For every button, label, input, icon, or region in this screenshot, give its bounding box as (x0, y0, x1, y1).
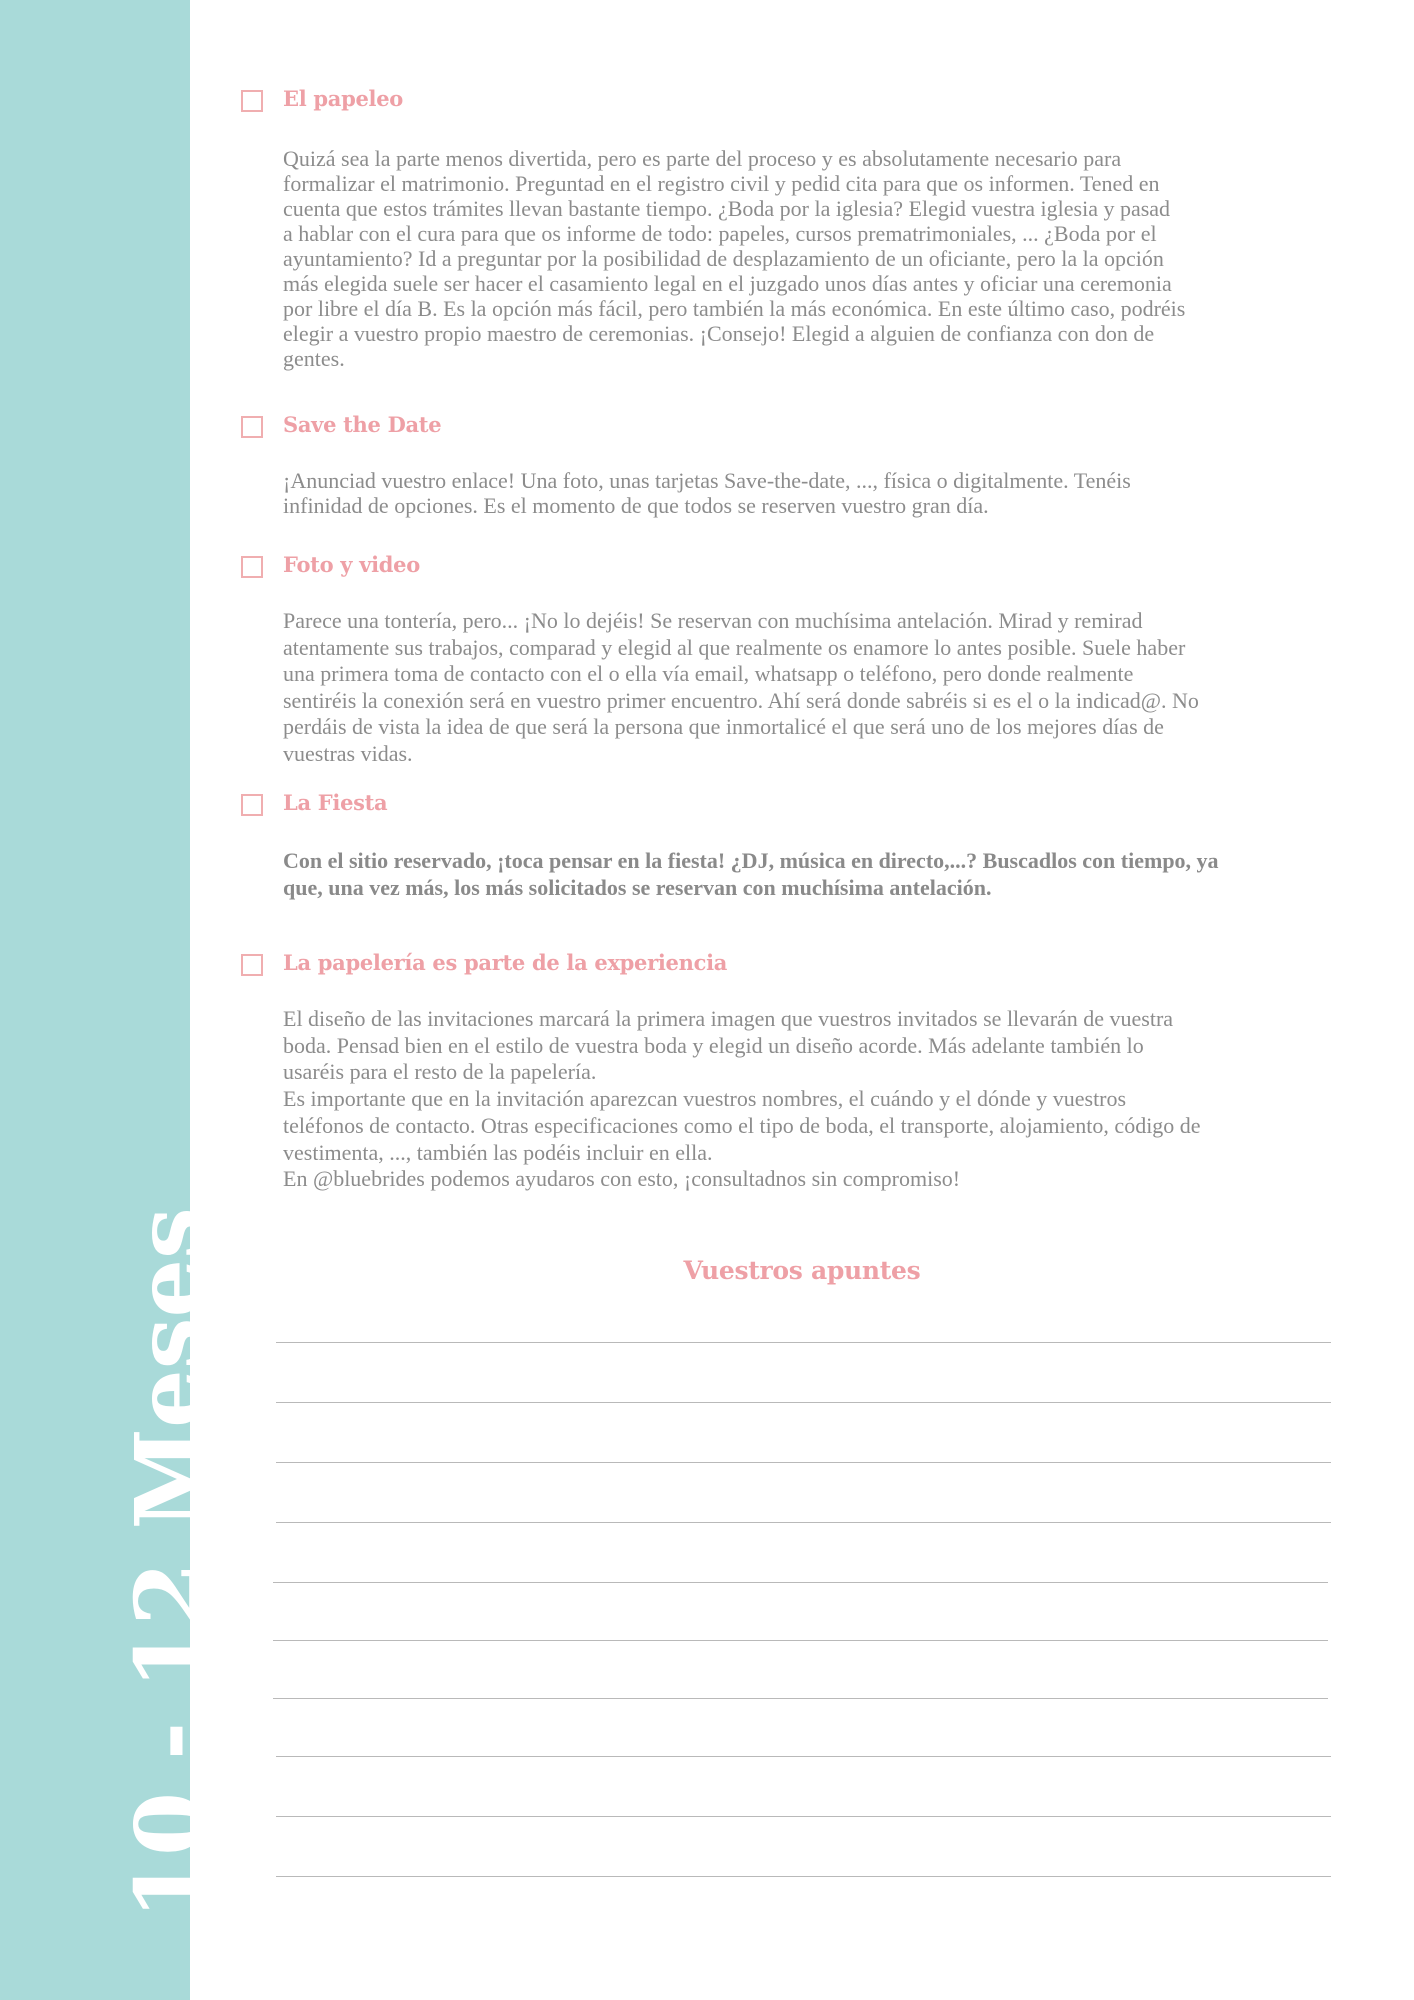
section-heading: Foto y video (283, 552, 420, 577)
note-line[interactable] (276, 1816, 1331, 1817)
section-body: El diseño de las invitaciones marcará la primera imagen que vuestros invitados se llevarán de vuestra boda. Pensad bien en el estilo de vuestra boda y elegid un diseño acorde. Más adelante también lo usaréis para el resto de la papelería. Es importante que en la invitación aparezcan vuestros nombres, el cuándo y el dónde y vuestros teléfonos de contacto. Otras especificaciones como el tipo de boda, el transporte, alojamiento, código de vestimenta, ..., también las podéis incluir en ella. En @bluebrides podemos ayudaros con esto, ¡consultadnos sin compromiso! (283, 1006, 1201, 1192)
sidebar-band (0, 0, 223, 2000)
notes-title: Vuestros apuntes (683, 1256, 921, 1285)
section-body: Parece una tontería, pero... ¡No lo dejéis! Se reservan con muchísima antelación. Mirad y remirad atentamente sus trabajos, comparad y elegid al que realmente os enamore lo antes posible. Suele haber una primera toma de contacto con el o ella vía email, whatsapp o teléfono, pero donde realmente sentiréis la conexión será en vuestro primer encuentro. Ahí será donde sabréis si es el o la indicad@. No perdáis de vista la idea de que será la persona que inmortalicé el que será uno de los mejores días de vuestras vidas. (283, 608, 1199, 766)
note-line[interactable] (273, 1698, 1328, 1699)
sidebar-title: 10 - 12 Meses (115, 1207, 223, 1920)
checkbox[interactable] (241, 556, 263, 578)
note-line[interactable] (276, 1876, 1331, 1877)
checkbox[interactable] (241, 954, 263, 976)
checkbox[interactable] (241, 794, 263, 816)
checkbox[interactable] (241, 416, 263, 438)
checkbox[interactable] (241, 90, 263, 112)
section-body: Quizá sea la parte menos divertida, pero es parte del proceso y es absolutamente necesario para formalizar el matrimonio. Preguntad en el registro civil y pedid cita para que os informen. Tened en cuenta que estos trámites llevan bastante tiempo. ¿Boda por la iglesia? Elegid vuestra iglesia y pasad a hablar con el cura para que os informe de todo: papeles, cursos prematrimoniales, ... ¿Boda por el ayuntamiento? Id a preguntar por la posibilidad de desplazamiento de un oficiante, pero la la opción más elegida suele ser hacer el casamiento legal en el juzgado unos días antes y oficiar una ceremonia por libre el día B. Es la opción más fácil, pero también la más económica. En este último caso, podréis elegir a vuestro propio maestro de ceremonias. ¡Consejo! Elegid a alguien de confianza con don de gentes. (283, 146, 1186, 371)
section-heading: La Fiesta (283, 790, 388, 815)
note-line[interactable] (276, 1402, 1331, 1403)
section-body: Con el sitio reservado, ¡toca pensar en la fiesta! ¿DJ, música en directo,...? Buscadlos con tiempo, ya que, una vez más, los más solicitados se reservan con muchísima antelación. (283, 848, 1219, 900)
section-heading: Save the Date (283, 412, 442, 437)
note-line[interactable] (276, 1462, 1331, 1463)
note-line[interactable] (276, 1522, 1331, 1523)
section-body: ¡Anunciad vuestro enlace! Una foto, unas tarjetas Save-the-date, ..., física o digitalmente. Tenéis infinidad de opciones. Es el momento de que todos se reserven vuestro gran día. (283, 468, 1131, 518)
note-line[interactable] (276, 1342, 1331, 1343)
section-heading: El papeleo (283, 86, 403, 111)
note-line[interactable] (273, 1582, 1328, 1583)
note-line[interactable] (273, 1640, 1328, 1641)
note-line[interactable] (276, 1756, 1331, 1757)
section-heading: La papelería es parte de la experiencia (283, 950, 728, 975)
